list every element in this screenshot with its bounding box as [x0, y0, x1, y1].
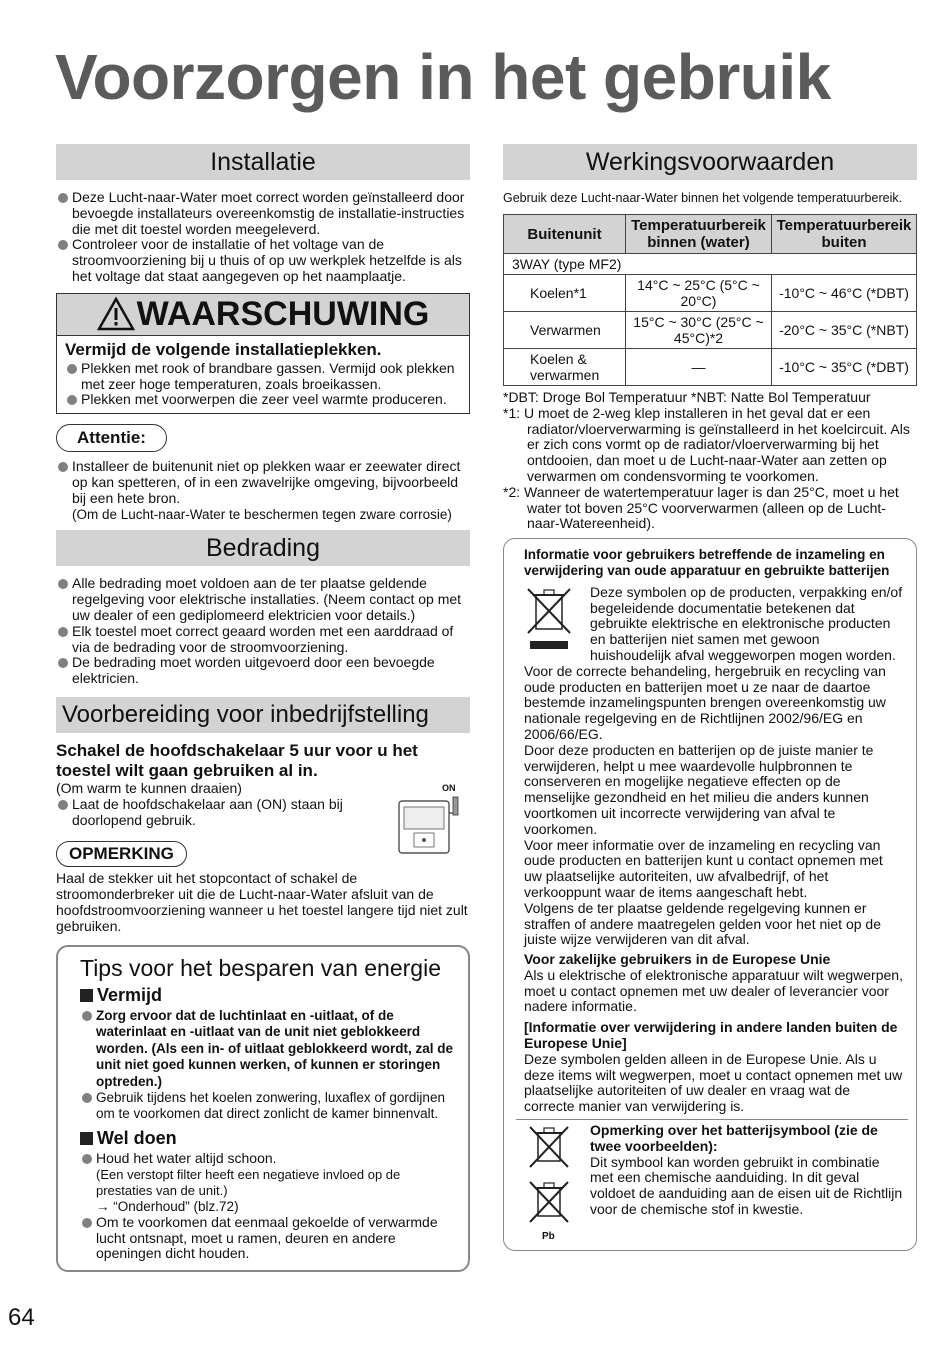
on-label: ON	[442, 782, 456, 793]
batterij-text: Dit symbool kan worden gebruikt in combinatie met een chemische aanduiding. In dit geval voldoet de aanduiding aan de eisen uit de Richtlijn voor de chemische stof in kwestie.	[590, 1153, 903, 1218]
footnote-dbt: *DBT: Droge Bol Temperatuur *NBT: Natte Bol Temperatuur	[503, 389, 871, 405]
type-cell: 3WAY (type MF2)	[504, 254, 917, 275]
info-p3: Door deze producten en batterijen op de juiste manier te verwijderen, helpt u mee waardevolle hulpbronnen te conserveren en mogelijke negatieve effecten op de menselijke gezondheid en het milieu die anders kunnen voortkomen uit incorrecte verwijdering van afval te voorkomen.	[524, 741, 874, 837]
attentie-label: Attentie:	[56, 424, 167, 452]
vermijd-heading	[80, 985, 460, 1006]
wel-bullet-2: Om te voorkomen dat eenmaal gekoelde of verwarmde lucht ontsnapt, moet u ramen, deuren en andere openingen dicht houden.	[80, 1215, 460, 1262]
wel-note-1: (Een verstopt filter heeft een negatieve invloed op de prestaties van de unit.)	[96, 1166, 401, 1198]
opmerking-text: Haal de stekker uit het stopcontact of schakel de stroomonderbreker uit die de Lucht-naar-Water afsluit van de hoofdstroomvoorziening wanneer u het toestel langere tijd niet zult gebruiken.	[56, 870, 468, 934]
bedrading-bullet-3: De bedrading moet worden uitgevoerd door een bevoegde elektricien.	[56, 655, 470, 687]
page-title: Voorzorgen in het gebruik	[55, 41, 831, 113]
attentie-text: Installeer de buitenunit niet op plekken waar er zeewater direct op kan spetteren, of in een zwavelrijke omgeving, bijvoorbeeld bij een hete bron.	[56, 459, 470, 506]
mode-label: Verwarmen	[530, 322, 601, 338]
inside-cell: 14°C ~ 25°C (5°C ~ 20°C)	[626, 275, 772, 312]
left-column	[56, 144, 470, 1272]
werking-heading: Werkingsvoorwaarden	[503, 144, 917, 180]
buiten-text: Deze symbolen gelden alleen in de Europese Unie. Als u deze items wilt wegwerpen, moet u contact opnemen met uw plaatselijke autoriteiten of uw dealer en vraag wat de correcte manier van verwijdering is.	[524, 1050, 903, 1115]
wel-doen-heading	[80, 1128, 460, 1149]
inside-cell: 15°C ~ 30°C (25°C ~ 45°C)*2	[626, 312, 772, 349]
temperature-table	[503, 214, 917, 386]
mode-cell	[504, 275, 626, 312]
info-heading: Informatie voor gebruikers betreffende de inzameling en verwijdering van oude apparatuur en gebruikte batterijen	[524, 547, 890, 578]
vermijd-bold: Zorg ervoor dat de luchtinlaat en -uitlaat, of de waterinlaat en -uitlaat van de unit niet geblokkeerd worden. (Als een in- of uitlaat geblokkeerd wordt, zal de unit niet goed kunnen werken, of kunnen er storingen optreden.)	[80, 1008, 460, 1091]
mode-label: Koelen*1	[530, 285, 587, 301]
square-bullet-icon	[80, 989, 93, 1002]
zakelijk-text: Als u elektrische of elektronische apparatuur wilt wegwerpen, moet u contact opnemen met uw dealer of leverancier voor nadere informatie.	[524, 966, 903, 1015]
wel-doen-label: Wel doen	[97, 1128, 177, 1149]
outside-cell: -10°C ~ 35°C (*DBT)	[772, 349, 917, 386]
voorbereiding-bold: Schakel de hoofdschakelaar 5 uur voor u het toestel wilt gaan gebruiken al in.	[56, 740, 418, 780]
col-header-buitenunit: Buitenunit	[504, 215, 626, 254]
table-header-row	[504, 215, 917, 254]
col-header-buiten: Temperatuurbereik buiten	[772, 215, 917, 254]
vermijd-label: Vermijd	[97, 984, 163, 1005]
warning-header	[57, 294, 469, 336]
inside-cell: —	[626, 349, 772, 386]
right-column	[503, 144, 917, 1251]
pb-label: Pb	[542, 1231, 555, 1243]
mode-cell: Koelen & verwarmen	[504, 349, 626, 386]
info-box	[503, 538, 917, 1251]
table-type-row	[504, 254, 917, 275]
opmerking-label: OPMERKING	[56, 841, 187, 867]
table-row	[504, 349, 917, 386]
table-row	[504, 275, 917, 312]
footnote-1: *1: U moet de 2-weg klep installeren in het geval dat er een radiator/vloerverwarming is geïnstalleerd in het koelcircuit. Als er zich cons vormt op de radiator/vloerverwarming bij het ontdooien, dan moet u de Lucht-naar-Water aan zetten op verwarmen om condensvorming te voorkomen.	[503, 404, 910, 484]
crossed-bin-icon	[524, 1123, 574, 1175]
voorbereiding-bullet: Laat de hoofdschakelaar aan (ON) staan bij doorlopend gebruik.	[56, 797, 366, 829]
page-number: 64	[8, 1304, 35, 1331]
warning-title: WAARSCHUWING	[136, 294, 430, 333]
info-p4: Voor meer informatie over de inzameling en recycling van oude producten en batterijen kunt u contact opnemen met uw plaatselijke autoriteiten, uw afvalbedrijf, of het verkooppunt waar de items aangeschaft hebt.	[524, 836, 883, 900]
outside-cell: -10°C ~ 46°C (*DBT)	[772, 275, 917, 312]
warning-bullet-1: Plekken met rook of brandbare gassen. Vermijd ook plekken met zeer hoge temperaturen, zoals broeikassen.	[65, 361, 461, 393]
battery-symbols	[524, 1123, 590, 1242]
bedrading-heading: Bedrading	[56, 530, 470, 566]
tips-heading: Tips voor het besparen van energie	[80, 954, 441, 981]
installatie-bullet-1: Deze Lucht-naar-Water moet correct worden geïnstalleerd door bevoegde installateurs overeenkomstig de installatie-instructies die met dit toestel worden meegeleverd.	[56, 190, 470, 237]
weee-symbol	[524, 585, 590, 664]
warning-triangle-icon	[97, 297, 135, 331]
info-p5: Volgens de ter plaatse geldende regelgeving kunnen er straffen of andere maatregelen gelden voor het niet op de juiste wijze verwijderen van dit afval.	[524, 899, 881, 948]
bedrading-bullet-1: Alle bedrading moet voldoen aan de ter plaatse geldende regelgeving voor elektrische installaties. (Neem contact op met uw dealer of een gediplomeerd elektricien voor details.)	[56, 576, 470, 623]
wel-bullet-1: Houd het water altijd schoon.	[80, 1151, 460, 1167]
crossed-bin-pb-icon	[524, 1180, 574, 1232]
warning-bullet-2: Plekken met voorwerpen die zeer veel warmte produceren.	[65, 392, 461, 408]
voorbereiding-note: (Om warm te kunnen draaien)	[56, 779, 242, 796]
crossed-bin-icon	[524, 585, 574, 651]
voorbereiding-heading: Voorbereiding voor inbedrijfstelling	[56, 697, 470, 733]
buiten-heading: [Informatie over verwijdering in andere landen buiten de Europese Unie]	[524, 1019, 898, 1052]
tips-box	[56, 945, 470, 1273]
warning-subtitle: Vermijd de volgende installatieplekken.	[65, 339, 382, 359]
outdoor-unit-icon	[396, 783, 466, 855]
table-row	[504, 312, 917, 349]
bedrading-bullet-2: Elk toestel moet correct geaard worden met een aarddraad of via de bedrading voor de stroomvoorziening.	[56, 624, 470, 656]
batterij-heading: Opmerking over het batterijsymbool (zie de twee voorbeelden):	[590, 1122, 878, 1154]
installatie-bullet-2: Controleer voor de installatie of het voltage van de stroomvoorziening bij u thuis of op uw werkplek hetzelfde is als het voltage dat staat aangegeven op het naamplaatje.	[56, 237, 470, 284]
info-p1: Deze symbolen op de producten, verpakking en/of begeleidende documentatie betekenen dat gebruikte elektrische en elektronische producten en batterijen niet samen met gewoon huishoudelijk afval weggeworpen mogen worden.	[590, 583, 903, 663]
footnote-2: *2: Wanneer de watertemperatuur lager is dan 25°C, moet u het water tot boven 25°C voorverwarmen (alleen op de Lucht-naar-Watereenheid).	[503, 483, 899, 532]
zakelijk-heading: Voor zakelijke gebruikers in de Europese Unie	[524, 951, 831, 968]
attentie-note: (Om de Lucht-naar-Water te beschermen tegen zware corrosie)	[72, 506, 452, 522]
square-bullet-icon	[80, 1132, 93, 1145]
vermijd-text: Gebruik tijdens het koelen zonwering, luxaflex of gordijnen om te voorkomen dat direct zonlicht de kamer binnenvalt.	[80, 1090, 460, 1122]
installatie-heading: Installatie	[56, 144, 470, 180]
warning-box	[56, 293, 470, 414]
outside-cell: -20°C ~ 35°C (*NBT)	[772, 312, 917, 349]
mode-cell	[504, 312, 626, 349]
werking-intro: Gebruik deze Lucht-naar-Water binnen het volgende temperatuurbereik.	[503, 191, 903, 205]
info-p2: Voor de correcte behandeling, hergebruik en recycling van oude producten en batterijen moet u ze naar de daartoe bestemde inzamelingspunten brengen overeenkomstig uw nationale regelgeving en de Richtlijnen 2002/96/EG en 2006/66/EG.	[524, 662, 886, 742]
col-header-binnen: Temperatuurbereik binnen (water)	[626, 215, 772, 254]
wel-ref-1: → “Onderhoud” (blz.72)	[96, 1198, 239, 1214]
unit-illustration	[396, 783, 466, 855]
